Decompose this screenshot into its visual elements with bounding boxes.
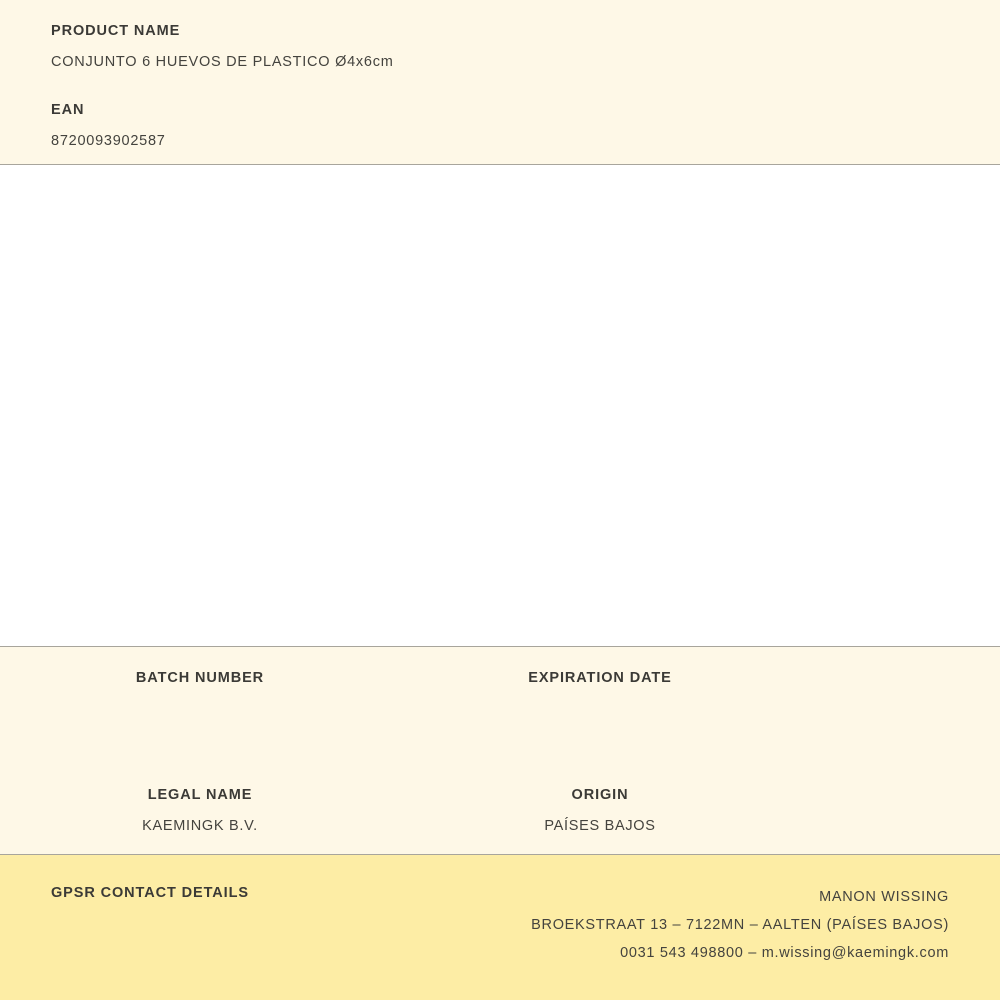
expiration-date-value <box>400 700 800 718</box>
gpsr-contact-phone-email: 0031 543 498800 – m.wissing@kaemingk.com <box>620 944 949 961</box>
gpsr-contact-details <box>531 884 949 967</box>
gpsr-contact-name: MANON WISSING <box>819 889 949 905</box>
legal-name-field <box>0 786 400 836</box>
origin-value: PAÍSES BAJOS <box>544 818 656 835</box>
expiration-date-field <box>400 669 800 718</box>
ean-field <box>0 101 1000 151</box>
details-row-legal-origin <box>0 786 800 836</box>
origin-field <box>400 786 800 836</box>
product-image-area <box>0 165 1000 647</box>
product-header-section <box>0 0 1000 165</box>
legal-name-value: KAEMINGK B.V. <box>142 818 258 835</box>
product-name-value: CONJUNTO 6 HUEVOS DE PLASTICO Ø4x6cm <box>51 53 394 70</box>
product-name-field <box>0 22 1000 72</box>
batch-number-label: BATCH NUMBER <box>135 670 265 687</box>
origin-label: ORIGIN <box>571 787 629 804</box>
ean-label: EAN <box>51 101 85 118</box>
details-row-batch-expiration <box>0 669 800 718</box>
gpsr-footer <box>0 855 1000 1000</box>
expiration-date-label: EXPIRATION DATE <box>528 670 672 687</box>
product-name-label: PRODUCT NAME <box>51 23 181 39</box>
gpsr-contact-label: GPSR CONTACT DETAILS <box>51 885 249 901</box>
legal-name-label: LEGAL NAME <box>147 787 253 804</box>
batch-number-field <box>0 669 400 718</box>
gpsr-contact-address: BROEKSTRAAT 13 – 7122MN – AALTEN (PAÍSES BAJOS) <box>531 916 949 933</box>
batch-number-value <box>0 700 400 718</box>
ean-value: 8720093902587 <box>51 132 166 149</box>
product-details-section <box>0 647 1000 855</box>
